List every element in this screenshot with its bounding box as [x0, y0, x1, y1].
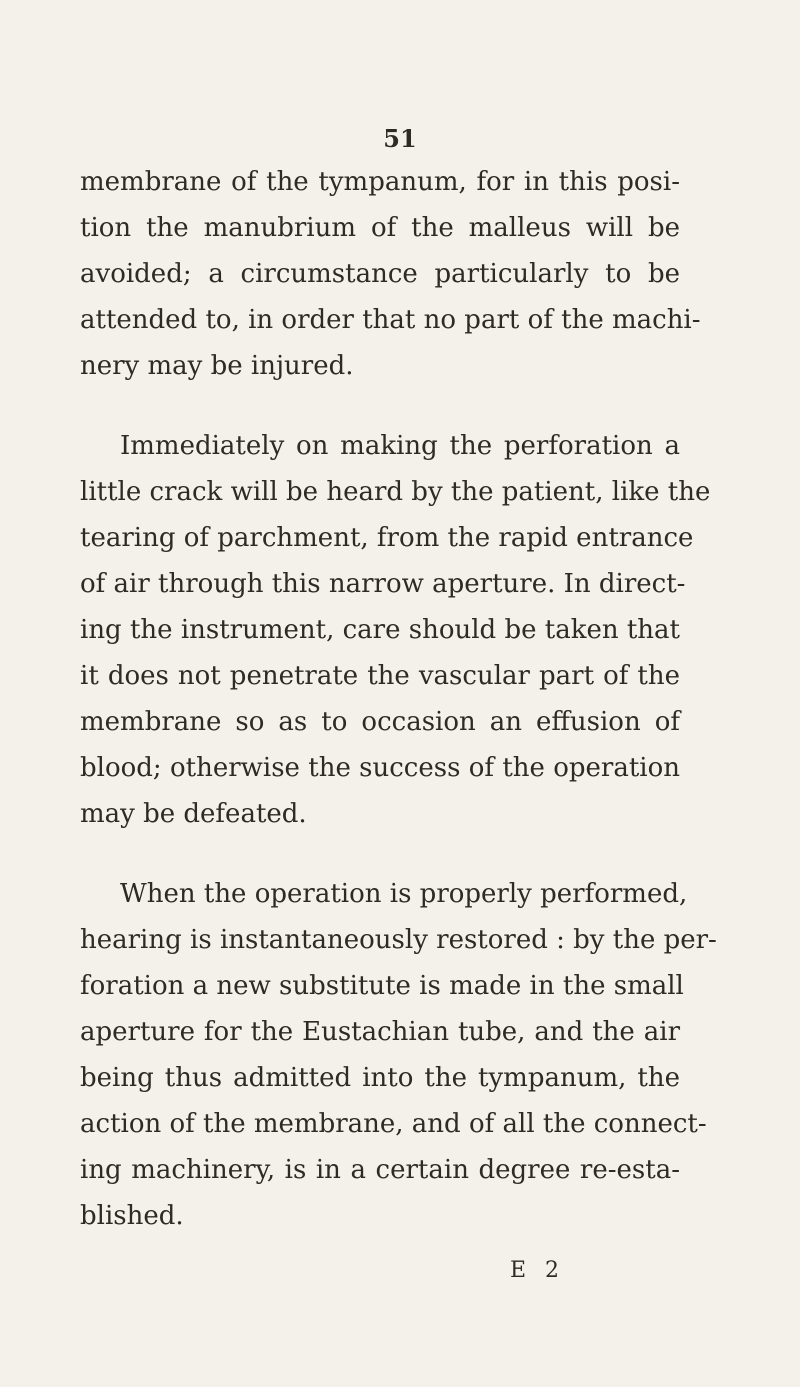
text-line: blished. [80, 1201, 184, 1231]
text-line: ing the instrument, care should be taken that [80, 615, 680, 645]
text-line: tearing of parchment, from the rapid entrance [80, 523, 694, 553]
page-number: 51 [383, 124, 417, 153]
text-line: blood; otherwise the success of the operation [80, 753, 680, 783]
text-line: foration a new substitute is made in the small [80, 971, 684, 1001]
text-line: ing machinery, is in a certain degree re-esta- [80, 1155, 680, 1185]
text-line: being thus admitted into the tympanum, the [80, 1063, 680, 1093]
text-line: membrane so as to occasion an effusion of [80, 707, 680, 737]
text-line: membrane of the tympanum, for in this posi- [80, 167, 680, 197]
text-line: may be defeated. [80, 799, 307, 829]
text-line: Immediately on making the perforation a [120, 431, 680, 461]
text-line: When the operation is properly performed, [120, 879, 688, 909]
text-line: nery may be injured. [80, 351, 354, 381]
text-line: of air through this narrow aperture. In direct- [80, 569, 686, 599]
text-line: attended to, in order that no part of the machi- [80, 305, 701, 335]
text-line: avoided; a circumstance particularly to be [80, 259, 680, 289]
text-line: tion the manubrium of the malleus will be [80, 213, 680, 243]
text-line: hearing is instantaneously restored : by the per- [80, 925, 717, 955]
text-line: aperture for the Eustachian tube, and the air [80, 1017, 680, 1047]
text-line: action of the membrane, and of all the connect- [80, 1109, 707, 1139]
signature-mark: E 2 [510, 1258, 566, 1283]
text-line: little crack will be heard by the patient, like the [80, 477, 711, 507]
text-line: it does not penetrate the vascular part of the [80, 661, 680, 691]
